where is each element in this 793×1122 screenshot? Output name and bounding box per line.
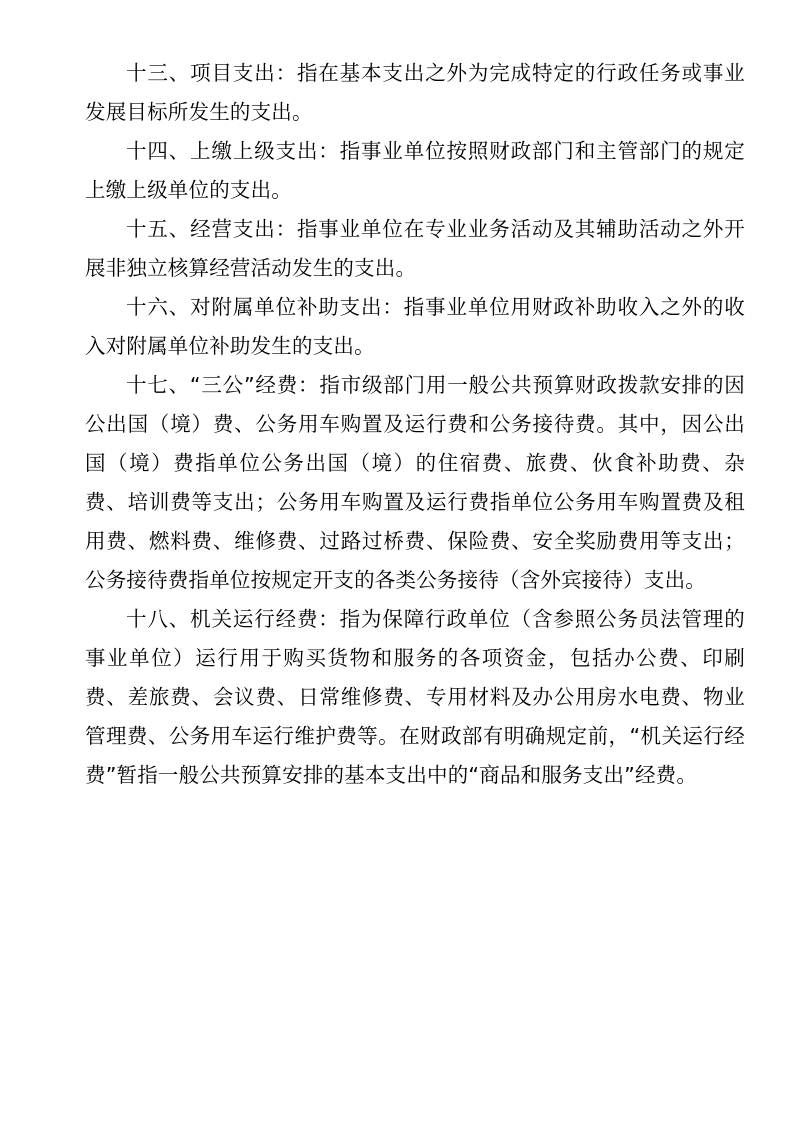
paragraph-operating-expenditure: 十五、经营支出：指事业单位在专业业务活动及其辅助活动之外开展非独立核算经营活动发生的支出。 [85,217,745,280]
paragraph-three-public-expenses: 十七、“三公”经费：指市级部门用一般公共预算财政拨款安排的因公出国（境）费、公务用车购置及运行费和公务接待费。其中，因公出国（境）费指单位公务出国（境）的住宿费、旅费、伙食补助费、杂费、培训费等支出；公务用车购置及运行费指单位公务用车购置费及租用费、燃料费、维修费、过路过桥费、保险费、安全奖励费用等支出；公务接待费指单位按规定开支的各类公务接待（含外宾接待）支出。 [85,373,745,592]
paragraph-project-expenditure: 十三、项目支出：指在基本支出之外为完成特定的行政任务或事业发展目标所发生的支出。 [85,61,745,124]
document-page [85,54,745,795]
paragraph-subsidy-to-affiliates: 十六、对附属单位补助支出：指事业单位用财政补助收入之外的收入对附属单位补助发生的支出。 [85,295,745,358]
paragraph-remittance-to-superior: 十四、上缴上级支出：指事业单位按照财政部门和主管部门的规定上缴上级单位的支出。 [85,139,745,202]
paragraph-agency-operating-funds: 十八、机关运行经费：指为保障行政单位（含参照公务员法管理的事业单位）运行用于购买货物和服务的各项资金，包括办公费、印刷费、差旅费、会议费、日常维修费、专用材料及办公用房水电费、物业管理费、公务用车运行维护费等。在财政部有明确规定前，“机关运行经费”暂指一般公共预算安排的基本支出中的“商品和服务支出”经费。 [85,607,745,787]
